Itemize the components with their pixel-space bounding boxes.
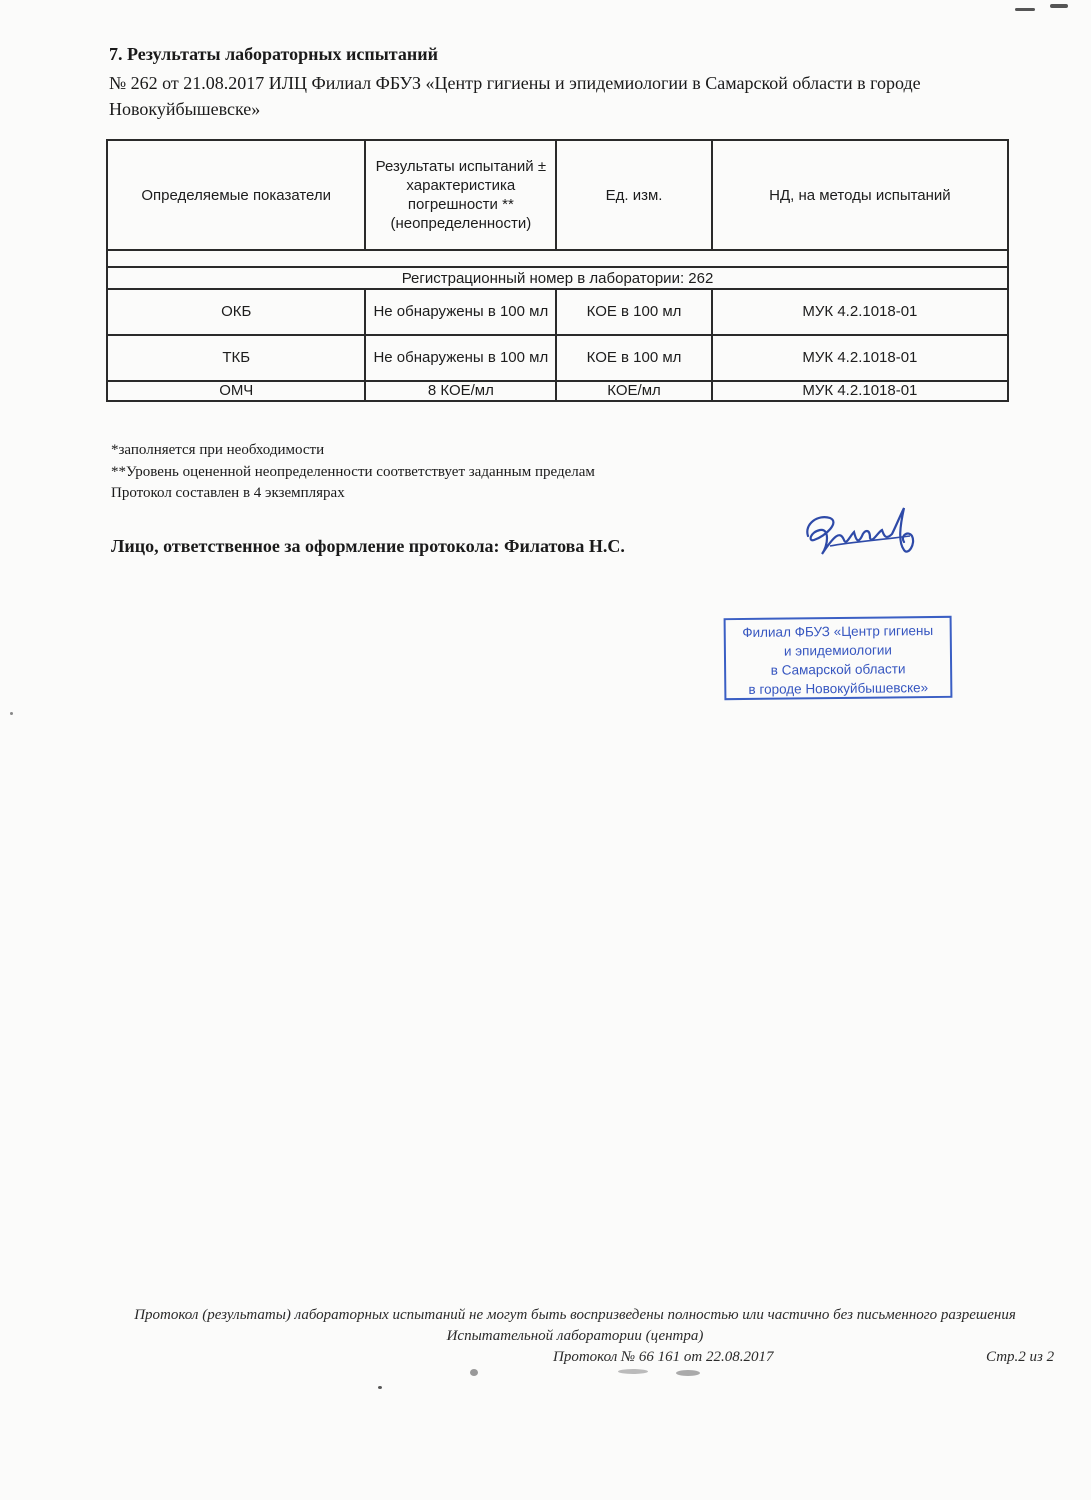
method-cell: МУК 4.2.1018-01 — [712, 381, 1008, 401]
table-blank-row — [107, 250, 1008, 267]
registration-row — [107, 267, 1008, 289]
stamp-line: в Самарской области — [770, 661, 906, 678]
table-row — [107, 381, 1008, 401]
result-cell: Не обнаружены в 100 мл — [365, 289, 556, 335]
registration-cell: Регистрационный номер в лаборатории: 262 — [107, 267, 1008, 289]
stamp-line: Филиал ФБУЗ «Центр гигиены — [742, 623, 934, 641]
section-subtitle: № 262 от 21.08.2017 ИЛЦ Филиал ФБУЗ «Центр гигиены и эпидемиологии в Самарской области в городе Новокуйбышевске» — [109, 73, 921, 119]
section-title: 7. Результаты лабораторных испытаний — [109, 44, 438, 64]
scan-speck — [1015, 8, 1035, 11]
organization-stamp — [724, 616, 953, 700]
scan-speck — [676, 1370, 700, 1376]
table-row — [107, 335, 1008, 381]
result-cell: 8 КОЕ/мл — [365, 381, 556, 401]
indicator-cell: ТКБ — [107, 335, 365, 381]
scan-speck — [470, 1369, 478, 1376]
unit-cell: КОЕ/мл — [556, 381, 712, 401]
footnote-copies: Протокол составлен в 4 экземплярах — [111, 485, 345, 501]
header-results: Результаты испытаний ± характеристика погрешности **(неопределенности) — [365, 140, 556, 250]
unit-cell: КОЕ в 100 мл — [556, 289, 712, 335]
method-cell: МУК 4.2.1018-01 — [712, 289, 1008, 335]
stamp-line: в городе Новокуйбышевске» — [748, 680, 929, 697]
footer-disclaimer: Протокол (результаты) лабораторных испытаний не могут быть воспризведены полностью или частично без письменного разрешения Испытательной лаборатории (центра) — [134, 1307, 1016, 1344]
footnotes — [111, 440, 595, 505]
scan-speck — [618, 1369, 648, 1374]
method-cell: МУК 4.2.1018-01 — [712, 335, 1008, 381]
indicator-cell: ОКБ — [107, 289, 365, 335]
stamp-line: и эпидемиологии — [783, 642, 892, 659]
results-table — [106, 139, 1009, 402]
footnote-optional: *заполняется при необходимости — [111, 442, 325, 458]
footnote-uncertainty: **Уровень оцененной неопределенности соответствует заданным пределам — [111, 463, 595, 480]
indicator-cell: ОМЧ — [107, 381, 365, 401]
scan-speck — [10, 712, 13, 715]
header-method: НД, на методы испытаний — [712, 140, 1008, 250]
result-cell: Не обнаружены в 100 мл — [365, 335, 556, 381]
table-header-row — [107, 140, 1008, 250]
signature-icon — [800, 496, 925, 576]
header-indicator: Определяемые показатели — [107, 140, 365, 250]
table-row — [107, 289, 1008, 335]
footer-page-number: Стр.2 из 2 — [986, 1349, 1055, 1365]
header-unit: Ед. изм. — [556, 140, 712, 250]
scan-speck — [378, 1386, 382, 1389]
scan-speck — [1050, 4, 1068, 8]
blank-cell — [107, 250, 1008, 267]
responsible-person: Лицо, ответственное за оформление протокола: Филатова Н.С. — [111, 536, 625, 556]
footer-protocol-number: Протокол № 66 161 от 22.08.2017 — [553, 1349, 774, 1365]
unit-cell: КОЕ в 100 мл — [556, 335, 712, 381]
